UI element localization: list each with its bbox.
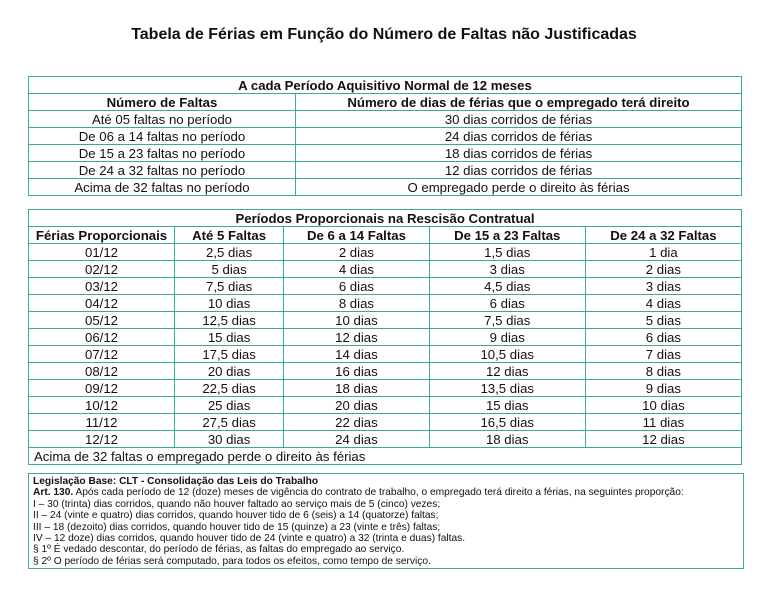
- table2-footer: Acima de 32 faltas o empregado perde o direito às férias: [29, 448, 742, 465]
- table-cell: 8 dias: [585, 363, 741, 380]
- table-cell: 1,5 dias: [429, 244, 585, 261]
- table2-header-15a23: De 15 a 23 Faltas: [429, 227, 585, 244]
- legal-line: § 2º O período de férias será computado, para todos os efeitos, como tempo de serviço.: [33, 555, 431, 567]
- table-cell: 14 dias: [284, 346, 429, 363]
- table-row: [29, 329, 742, 346]
- table-cell: 6 dias: [429, 295, 585, 312]
- table-cell: O empregado perde o direito às férias: [296, 179, 742, 196]
- table-cell: 1 dia: [585, 244, 741, 261]
- legal-line: § 1º É vedado descontar, do período de férias, as faltas do empregado ao serviço.: [33, 544, 405, 556]
- table-cell: 3 dias: [429, 261, 585, 278]
- table-cell: 12 dias: [429, 363, 585, 380]
- table-cell: 15 dias: [175, 329, 284, 346]
- table-cell: 10 dias: [284, 312, 429, 329]
- table-cell: 18 dias: [429, 431, 585, 448]
- table-cell: 24 dias corridos de férias: [296, 128, 742, 145]
- table1-header-dias: Número de dias de férias que o empregado terá direito: [296, 94, 742, 111]
- table-cell: 22 dias: [284, 414, 429, 431]
- table-cell: 18 dias: [284, 380, 429, 397]
- table-cell: De 15 a 23 faltas no período: [29, 145, 296, 162]
- table-cell: 30 dias: [175, 431, 284, 448]
- table-cell: 12/12: [29, 431, 175, 448]
- table-cell: 5 dias: [175, 261, 284, 278]
- table-cell: 7 dias: [585, 346, 741, 363]
- table-cell: 7,5 dias: [175, 278, 284, 295]
- table-row: [29, 244, 742, 261]
- table-cell: 7,5 dias: [429, 312, 585, 329]
- table-cell: 9 dias: [585, 380, 741, 397]
- table1-caption: A cada Período Aquisitivo Normal de 12 meses: [29, 77, 742, 94]
- table-cell: 05/12: [29, 312, 175, 329]
- legal-article: [33, 487, 739, 498]
- table-cell: 10 dias: [175, 295, 284, 312]
- table-cell: 02/12: [29, 261, 175, 278]
- table2-header-ate5: Até 5 Faltas: [175, 227, 284, 244]
- table-row: [29, 145, 742, 162]
- table-cell: 15 dias: [429, 397, 585, 414]
- table-cell: 6 dias: [585, 329, 741, 346]
- table-cell: 13,5 dias: [429, 380, 585, 397]
- table-cell: Acima de 32 faltas no período: [29, 179, 296, 196]
- table-row: [29, 431, 742, 448]
- table-row: [29, 162, 742, 179]
- table-cell: 04/12: [29, 295, 175, 312]
- table-cell: 10,5 dias: [429, 346, 585, 363]
- table-row: [29, 397, 742, 414]
- table-cell: 11/12: [29, 414, 175, 431]
- table-cell: 25 dias: [175, 397, 284, 414]
- table-cell: 24 dias: [284, 431, 429, 448]
- article-label: Art. 130.: [33, 487, 74, 499]
- table-cell: Até 05 faltas no período: [29, 111, 296, 128]
- normal-period-table: [28, 76, 742, 196]
- table-cell: 16 dias: [284, 363, 429, 380]
- table-cell: 18 dias corridos de férias: [296, 145, 742, 162]
- table-cell: 20 dias: [175, 363, 284, 380]
- table-cell: 3 dias: [585, 278, 741, 295]
- table-row: [29, 261, 742, 278]
- table2-header-6a14: De 6 a 14 Faltas: [284, 227, 429, 244]
- table-cell: 5 dias: [585, 312, 741, 329]
- legal-line: III – 18 (dezoito) dias corridos, quando houver tido de 15 (quinze) a 23 (vinte e três) faltas;: [33, 521, 441, 533]
- table-row: [29, 295, 742, 312]
- table-cell: 30 dias corridos de férias: [296, 111, 742, 128]
- table-row: [29, 278, 742, 295]
- legal-line: I – 30 (trinta) dias corridos, quando não houver faltado ao serviço mais de 5 (cinco) vezes;: [33, 498, 441, 510]
- table-cell: 03/12: [29, 278, 175, 295]
- table-cell: De 24 a 32 faltas no período: [29, 162, 296, 179]
- table-cell: 20 dias: [284, 397, 429, 414]
- table-cell: 06/12: [29, 329, 175, 346]
- table-cell: 6 dias: [284, 278, 429, 295]
- table-cell: 4 dias: [585, 295, 741, 312]
- table-cell: 12 dias: [284, 329, 429, 346]
- table-cell: 2 dias: [585, 261, 741, 278]
- legal-box: [28, 473, 744, 569]
- table-cell: 2,5 dias: [175, 244, 284, 261]
- table-row: [29, 380, 742, 397]
- table-cell: 07/12: [29, 346, 175, 363]
- table-cell: 8 dias: [284, 295, 429, 312]
- table-cell: De 06 a 14 faltas no período: [29, 128, 296, 145]
- legal-line: IV – 12 doze) dias corridos, quando houver tido de 24 (vinte e quatro) a 32 (trinta e duas) faltas.: [33, 533, 466, 545]
- table-cell: 01/12: [29, 244, 175, 261]
- page-title: Tabela de Férias em Função do Número de Faltas não Justificadas: [131, 26, 637, 43]
- legal-heading: Legislação Base: CLT - Consolidação das Leis do Trabalho: [33, 476, 319, 487]
- table-cell: 11 dias: [585, 414, 741, 431]
- table-row: [29, 312, 742, 329]
- table-row: [29, 128, 742, 145]
- table1-header-faltas: Número de Faltas: [29, 94, 296, 111]
- table-cell: 12 dias: [585, 431, 741, 448]
- table-cell: 16,5 dias: [429, 414, 585, 431]
- table-row: [29, 346, 742, 363]
- table-cell: 9 dias: [429, 329, 585, 346]
- table-row: [29, 111, 742, 128]
- table-cell: 12 dias corridos de férias: [296, 162, 742, 179]
- table-cell: 10/12: [29, 397, 175, 414]
- table-cell: 2 dias: [284, 244, 429, 261]
- table-row: [29, 179, 742, 196]
- legal-line: II – 24 (vinte e quatro) dias corridos, quando houver tido de 6 (seis) a 14 (quatorze) faltas;: [33, 510, 439, 522]
- table-cell: 4,5 dias: [429, 278, 585, 295]
- table-cell: 09/12: [29, 380, 175, 397]
- table2-header-24a32: De 24 a 32 Faltas: [585, 227, 741, 244]
- table-cell: 4 dias: [284, 261, 429, 278]
- table-row: [29, 414, 742, 431]
- table-cell: 17,5 dias: [175, 346, 284, 363]
- table2-header-ferias: Férias Proporcionais: [29, 227, 175, 244]
- table-cell: 10 dias: [585, 397, 741, 414]
- table-cell: 08/12: [29, 363, 175, 380]
- table-cell: 22,5 dias: [175, 380, 284, 397]
- proportional-period-table: [28, 209, 742, 465]
- table-row: [29, 363, 742, 380]
- article-text: Após cada período de 12 (doze) meses de vigência do contrato de trabalho, o empregado terá direito a férias, na seguintes proporção:: [73, 487, 684, 499]
- table2-caption: Períodos Proporcionais na Rescisão Contratual: [29, 210, 742, 227]
- table-cell: 27,5 dias: [175, 414, 284, 431]
- table-cell: 12,5 dias: [175, 312, 284, 329]
